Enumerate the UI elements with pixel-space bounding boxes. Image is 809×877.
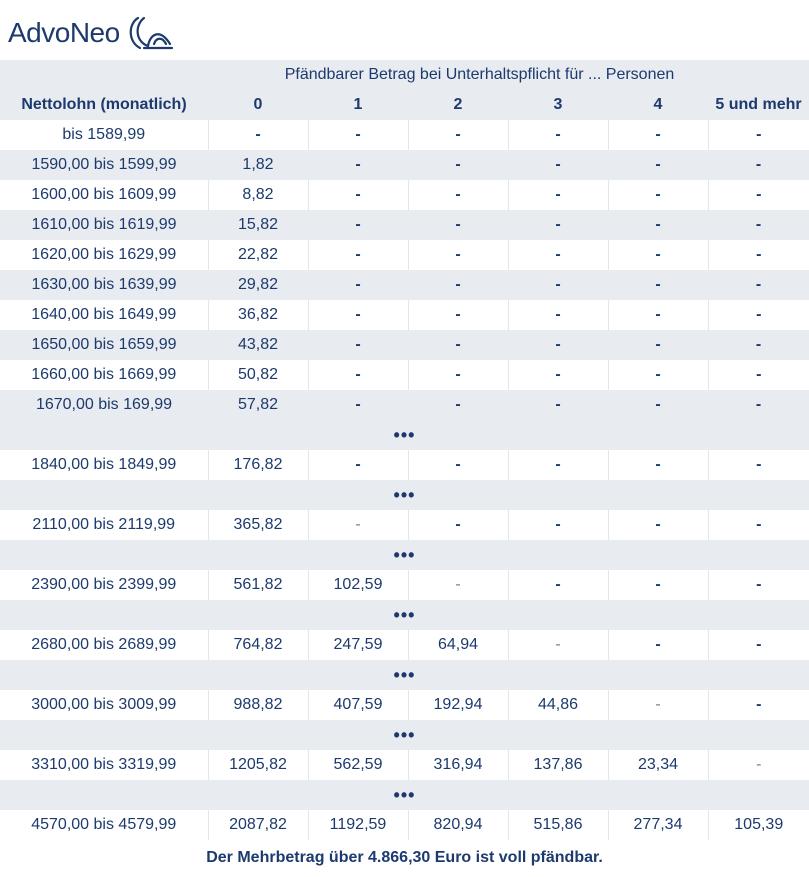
amount-cell: - — [708, 300, 809, 330]
ellipsis-mark: ••• — [0, 540, 809, 570]
amount-cell: 102,59 — [308, 570, 408, 600]
amount-cell: - — [608, 390, 708, 420]
amount-cell: - — [308, 150, 408, 180]
ellipsis-row — [0, 600, 809, 630]
amount-cell: - — [508, 510, 608, 540]
amount-cell: - — [308, 360, 408, 390]
amount-cell: - — [708, 570, 809, 600]
column-header-4: 4 — [608, 90, 708, 120]
ellipsis-row — [0, 420, 809, 450]
amount-cell: 192,94 — [408, 690, 508, 720]
amount-cell: 515,86 — [508, 810, 608, 840]
amount-cell: - — [308, 300, 408, 330]
brand-name: AdvoNeo — [8, 17, 120, 48]
table-row — [0, 120, 809, 150]
amount-cell: 44,86 — [508, 690, 608, 720]
amount-cell: 29,82 — [208, 270, 308, 300]
amount-cell: 407,59 — [308, 690, 408, 720]
amount-cell: - — [408, 180, 508, 210]
amount-cell: - — [508, 150, 608, 180]
amount-cell: 36,82 — [208, 300, 308, 330]
column-header-5-plus: 5 und mehr — [708, 90, 809, 120]
amount-cell: - — [408, 510, 508, 540]
amount-cell: 277,34 — [608, 810, 708, 840]
ellipsis-mark: ••• — [0, 480, 809, 510]
supertitle-row — [0, 60, 809, 90]
table-row — [0, 180, 809, 210]
table-row — [0, 300, 809, 330]
amount-cell: 8,82 — [208, 180, 308, 210]
header-row — [0, 90, 809, 120]
income-range-cell: 2110,00 bis 2119,99 — [0, 510, 208, 540]
table-row — [0, 450, 809, 480]
amount-cell: 15,82 — [208, 210, 308, 240]
amount-cell: 820,94 — [408, 810, 508, 840]
table-row — [0, 630, 809, 660]
amount-cell: - — [508, 630, 608, 660]
amount-cell: - — [308, 390, 408, 420]
income-range-cell: 1640,00 bis 1649,99 — [0, 300, 208, 330]
amount-cell: - — [708, 510, 809, 540]
table-row — [0, 570, 809, 600]
amount-cell: 64,94 — [408, 630, 508, 660]
ellipsis-row — [0, 540, 809, 570]
footer-note: Der Mehrbetrag über 4.866,30 Euro ist voll pfändbar. — [0, 840, 809, 876]
brand-mark-icon — [124, 14, 176, 52]
amount-cell: 1192,59 — [308, 810, 408, 840]
amount-cell: 50,82 — [208, 360, 308, 390]
amount-cell: - — [708, 690, 809, 720]
amount-cell: 1,82 — [208, 150, 308, 180]
amount-cell: - — [408, 570, 508, 600]
table-row — [0, 750, 809, 780]
amount-cell: - — [508, 390, 608, 420]
ellipsis-row — [0, 780, 809, 810]
amount-cell: - — [508, 300, 608, 330]
amount-cell: - — [708, 630, 809, 660]
amount-cell: 137,86 — [508, 750, 608, 780]
income-range-cell: 1840,00 bis 1849,99 — [0, 450, 208, 480]
amount-cell: - — [308, 270, 408, 300]
amount-cell: 176,82 — [208, 450, 308, 480]
table-row — [0, 150, 809, 180]
column-header-3: 3 — [508, 90, 608, 120]
amount-cell: 988,82 — [208, 690, 308, 720]
amount-cell: - — [608, 690, 708, 720]
amount-cell: - — [608, 120, 708, 150]
table-supertitle: Pfändbarer Betrag bei Unterhaltspflicht für ... Personen — [0, 60, 809, 90]
income-range-cell: 1590,00 bis 1599,99 — [0, 150, 208, 180]
income-range-cell: 1670,00 bis 169,99 — [0, 390, 208, 420]
ellipsis-mark: ••• — [0, 720, 809, 750]
amount-cell: 247,59 — [308, 630, 408, 660]
header — [0, 0, 809, 61]
amount-cell: 1205,82 — [208, 750, 308, 780]
amount-cell: - — [708, 330, 809, 360]
ellipsis-mark: ••• — [0, 600, 809, 630]
table-row — [0, 240, 809, 270]
amount-cell: - — [708, 390, 809, 420]
amount-cell: 2087,82 — [208, 810, 308, 840]
amount-cell: - — [408, 270, 508, 300]
amount-cell: - — [308, 210, 408, 240]
amount-cell: 57,82 — [208, 390, 308, 420]
amount-cell: - — [608, 330, 708, 360]
amount-cell: - — [708, 360, 809, 390]
amount-cell: - — [308, 330, 408, 360]
amount-cell: - — [708, 150, 809, 180]
amount-cell: 764,82 — [208, 630, 308, 660]
amount-cell: - — [708, 180, 809, 210]
ellipsis-row — [0, 720, 809, 750]
amount-cell: - — [408, 120, 508, 150]
amount-cell: - — [308, 120, 408, 150]
table-row — [0, 270, 809, 300]
table-row — [0, 390, 809, 420]
amount-cell: - — [508, 120, 608, 150]
income-range-cell: 1630,00 bis 1639,99 — [0, 270, 208, 300]
ellipsis-mark: ••• — [0, 780, 809, 810]
amount-cell: - — [408, 330, 508, 360]
amount-cell: - — [708, 240, 809, 270]
amount-cell: - — [608, 180, 708, 210]
amount-cell: - — [308, 180, 408, 210]
amount-cell: - — [608, 510, 708, 540]
amount-cell: - — [708, 450, 809, 480]
income-range-cell: 1660,00 bis 1669,99 — [0, 360, 208, 390]
income-range-cell: 2680,00 bis 2689,99 — [0, 630, 208, 660]
amount-cell: - — [708, 270, 809, 300]
amount-cell: - — [608, 240, 708, 270]
amount-cell: 316,94 — [408, 750, 508, 780]
ellipsis-mark: ••• — [0, 660, 809, 690]
amount-cell: - — [708, 750, 809, 780]
amount-cell: - — [508, 360, 608, 390]
amount-cell: - — [308, 510, 408, 540]
amount-cell: - — [508, 180, 608, 210]
amount-cell: - — [708, 210, 809, 240]
column-header-0: 0 — [208, 90, 308, 120]
amount-cell: - — [408, 360, 508, 390]
amount-cell: - — [508, 330, 608, 360]
ellipsis-mark: ••• — [0, 420, 809, 450]
amount-cell: - — [608, 450, 708, 480]
amount-cell: - — [608, 210, 708, 240]
amount-cell: - — [508, 450, 608, 480]
amount-cell: 43,82 — [208, 330, 308, 360]
amount-cell: - — [408, 390, 508, 420]
amount-cell: - — [508, 240, 608, 270]
brand-logo — [8, 14, 176, 52]
amount-cell: - — [608, 150, 708, 180]
amount-cell: 562,59 — [308, 750, 408, 780]
income-range-cell: 1620,00 bis 1629,99 — [0, 240, 208, 270]
income-range-cell: 3000,00 bis 3009,99 — [0, 690, 208, 720]
income-range-cell: 3310,00 bis 3319,99 — [0, 750, 208, 780]
amount-cell: - — [608, 630, 708, 660]
amount-cell: - — [608, 270, 708, 300]
column-header-1: 1 — [308, 90, 408, 120]
income-range-cell: 1600,00 bis 1609,99 — [0, 180, 208, 210]
amount-cell: - — [308, 450, 408, 480]
income-range-cell: 1610,00 bis 1619,99 — [0, 210, 208, 240]
table-row — [0, 510, 809, 540]
income-range-cell: 2390,00 bis 2399,99 — [0, 570, 208, 600]
amount-cell: - — [608, 570, 708, 600]
amount-cell: - — [408, 210, 508, 240]
footer-row — [0, 840, 809, 876]
amount-cell: - — [408, 450, 508, 480]
ellipsis-row — [0, 660, 809, 690]
amount-cell: - — [408, 240, 508, 270]
amount-cell: 105,39 — [708, 810, 809, 840]
amount-cell: - — [208, 120, 308, 150]
amount-cell: - — [708, 120, 809, 150]
amount-cell: 22,82 — [208, 240, 308, 270]
amount-cell: - — [608, 360, 708, 390]
table-row — [0, 810, 809, 840]
ellipsis-row — [0, 480, 809, 510]
table-row — [0, 360, 809, 390]
column-header-2: 2 — [408, 90, 508, 120]
amount-cell: - — [608, 300, 708, 330]
income-range-cell: 1650,00 bis 1659,99 — [0, 330, 208, 360]
amount-cell: 23,34 — [608, 750, 708, 780]
amount-cell: - — [308, 240, 408, 270]
income-range-cell: 4570,00 bis 4579,99 — [0, 810, 208, 840]
amount-cell: 561,82 — [208, 570, 308, 600]
column-header-net-income: Nettolohn (monatlich) — [0, 90, 208, 120]
seizure-table — [0, 60, 809, 876]
amount-cell: - — [508, 570, 608, 600]
amount-cell: - — [508, 210, 608, 240]
amount-cell: - — [408, 300, 508, 330]
amount-cell: - — [508, 270, 608, 300]
table-row — [0, 210, 809, 240]
amount-cell: - — [408, 150, 508, 180]
amount-cell: 365,82 — [208, 510, 308, 540]
table-row — [0, 690, 809, 720]
income-range-cell: bis 1589,99 — [0, 120, 208, 150]
table-row — [0, 330, 809, 360]
